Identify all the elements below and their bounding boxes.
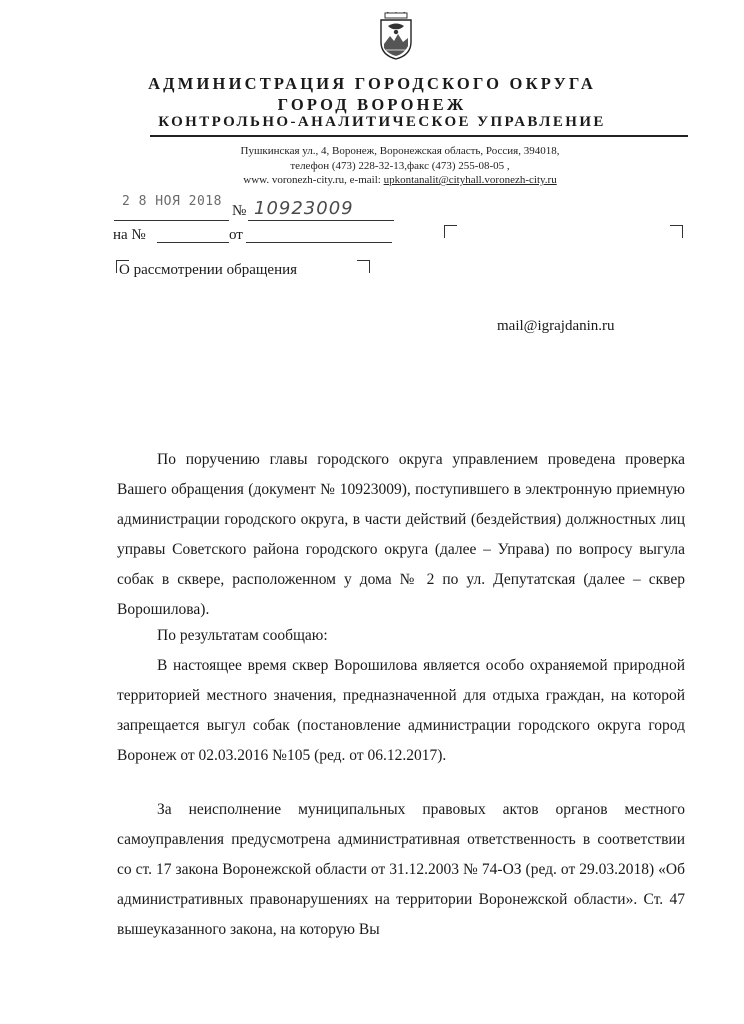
website-label: www. voronezh-city.ru, e-mail: xyxy=(243,174,384,186)
header-divider xyxy=(150,135,688,137)
email-link[interactable]: upkontanalit@cityhall.voronezh-city.ru xyxy=(383,174,557,186)
date-stamp: 2 8 НОЯ 2018 xyxy=(122,194,222,209)
phone-line: телефон (473) 228-32-13,факс (473) 255-08-05 , xyxy=(290,160,510,172)
subject-corner-right xyxy=(357,260,370,273)
address-block-corner-left xyxy=(444,225,457,238)
body-paragraph: По результатам сообщаю: xyxy=(157,627,328,644)
organization-name: АДМИНИСТРАЦИЯ ГОРОДСКОГО ОКРУГА xyxy=(148,74,596,93)
address-line: Пушкинская ул., 4, Воронеж, Воронежская область, Россия, 394018, xyxy=(240,145,560,157)
body-paragraph: По поручению главы городского округа управлением проведена проверка Вашего обращения (документ № 10923009), поступившего в электронную приемную администрации городского округа, в части действий (бездействия) должностных лиц управы Советского района городского округа (далее – Управа) по вопросу выгула собак в сквере, расположенном у дома № 2 по ул. Депутатская (далее – сквер Ворошилова). xyxy=(117,451,685,618)
body-paragraph: За неисполнение муниципальных правовых актов органов местного самоуправления предусмотрена административная ответственность в соответствии со ст. 17 закона Воронежской области от 31.12.2003 № 74-ОЗ (ред. от 29.03.2018) «Об административных правонарушениях на территории Воронежской области». Ст. 47 вышеуказанного закона, на которую Вы xyxy=(117,801,685,938)
reference-number-field xyxy=(157,242,229,243)
body-paragraph: В настоящее время сквер Ворошилова является особо охраняемой природной территорией местного значения, предназначенной для отдыха граждан, на которой запрещается выгул собак (постановление администрации городского округа город Воронеж от 02.03.2016 №105 (ред. от 06.12.2017). xyxy=(117,657,685,764)
number-underline xyxy=(248,220,394,221)
reference-number-label: на № xyxy=(113,227,146,243)
organization-city: ГОРОД ВОРОНЕЖ xyxy=(277,95,467,114)
outgoing-number-label: № xyxy=(232,203,247,219)
address-block-corner-right xyxy=(670,225,683,238)
web-email-line xyxy=(214,173,586,188)
recipient-email: mail@igrajdanin.ru xyxy=(497,318,615,334)
date-underline xyxy=(114,220,229,221)
voronezh-coat-of-arms-icon xyxy=(378,12,414,60)
letter-subject: О рассмотрении обращения xyxy=(119,262,298,278)
department-name: КОНТРОЛЬНО-АНАЛИТИЧЕСКОЕ УПРАВЛЕНИЕ xyxy=(158,114,606,130)
reference-date-field xyxy=(246,242,392,243)
outgoing-number-value: 10923009 xyxy=(254,198,354,219)
reference-date-label: от xyxy=(229,227,243,243)
